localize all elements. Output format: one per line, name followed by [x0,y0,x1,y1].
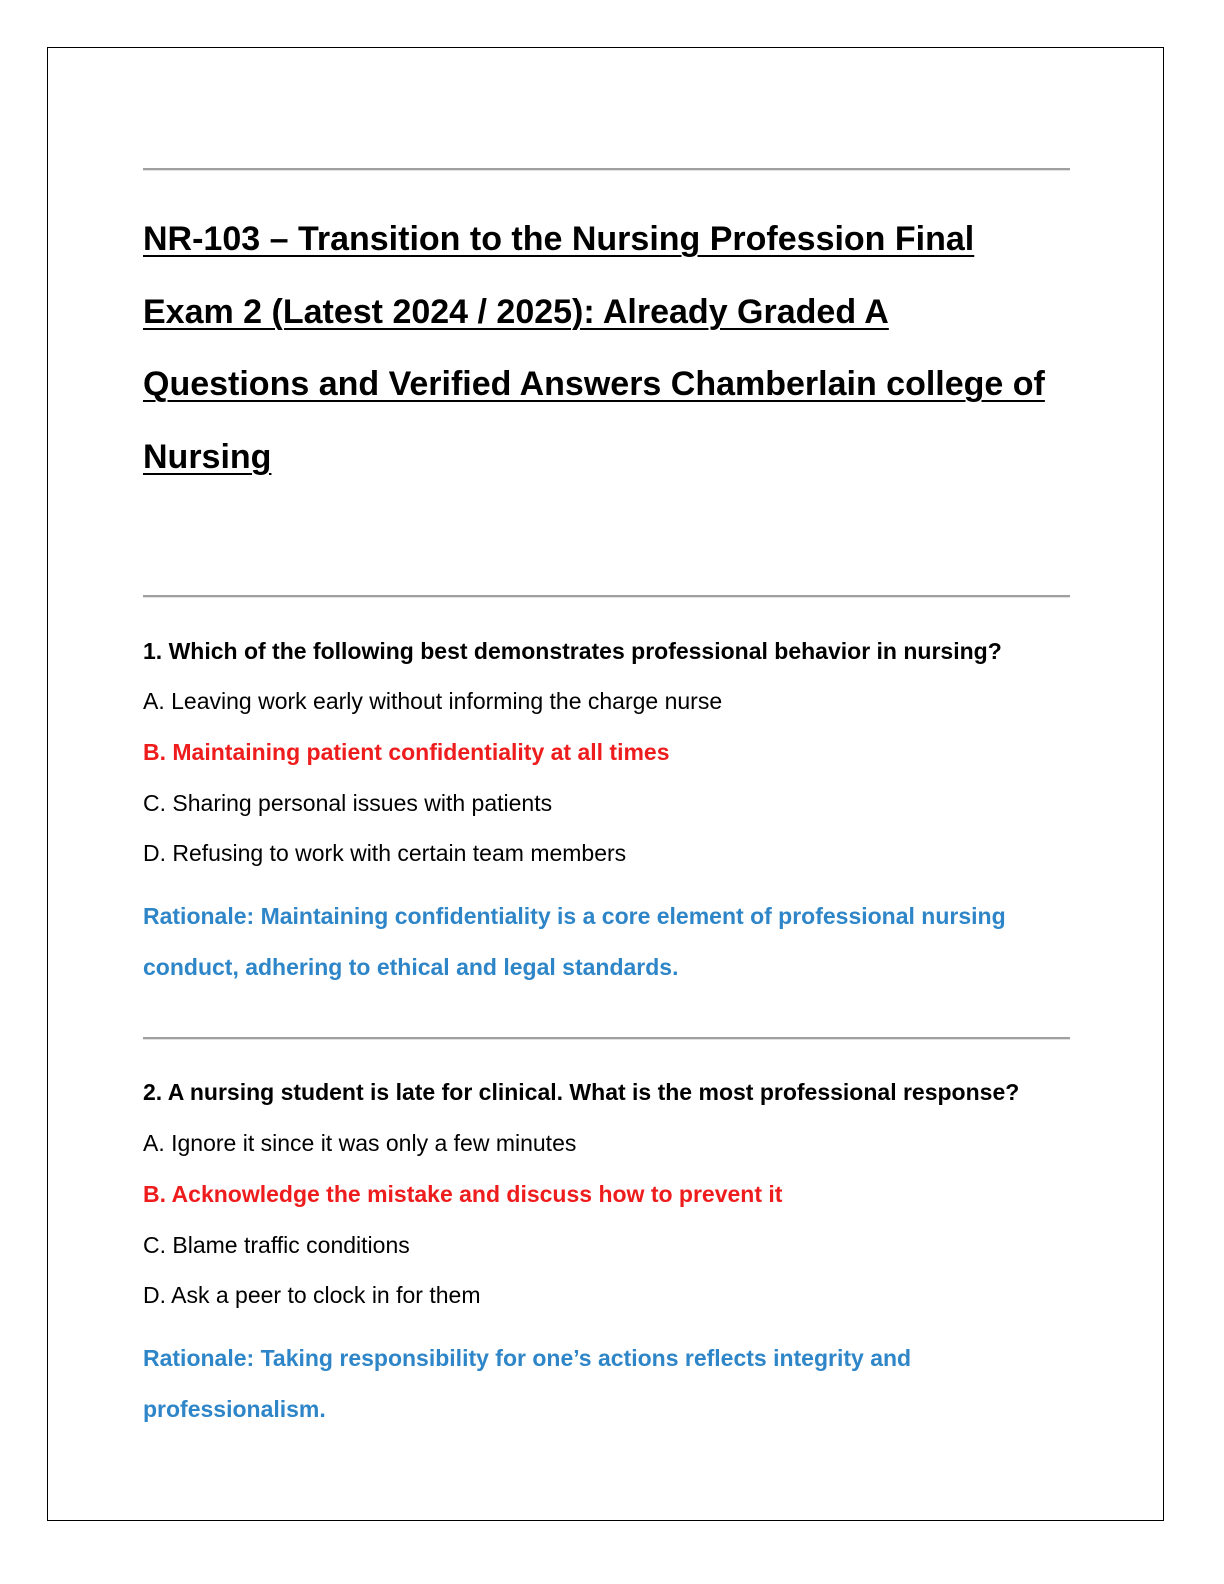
question-1-option-a: A. Leaving work early without informing the charge nurse [143,688,723,714]
question-1-option-b-correct: B. Maintaining patient confidentiality at all times [143,739,670,765]
document-title [143,203,1083,493]
question-1-option-c: C. Sharing personal issues with patients [143,790,553,816]
horizontal-rule-1 [143,595,1070,598]
question-2-option-c: C. Blame traffic conditions [143,1232,410,1258]
title-line-3: Questions and Verified Answers Chamberlain college of [143,365,1045,403]
question-2-rationale-line-1: Rationale: Taking responsibility for one’s actions reflects integrity and [143,1345,912,1371]
title-line-4: Nursing [143,437,272,476]
question-2-option-d: D. Ask a peer to clock in for them [143,1282,481,1308]
horizontal-rule-top [143,168,1070,171]
horizontal-rule-2 [143,1037,1070,1040]
title-line-1: NR-103 – Transition to the Nursing Profession Final [143,220,975,258]
question-1-option-d: D. Refusing to work with certain team members [143,840,627,866]
title-line-2: Exam 2 (Latest 2024 / 2025): Already Graded A [143,292,889,331]
question-1-text: 1. Which of the following best demonstrates professional behavior in nursing? [143,638,1002,664]
question-1-rationale-line-1: Rationale: Maintaining confidentiality is a core element of professional nursing [143,903,1006,929]
question-2-option-a: A. Ignore it since it was only a few minutes [143,1130,577,1156]
question-2-text: 2. A nursing student is late for clinical. What is the most professional response? [143,1079,1020,1105]
question-2-option-b-correct: B. Acknowledge the mistake and discuss how to prevent it [143,1181,783,1207]
question-2-rationale-line-2: professionalism. [143,1396,326,1422]
question-1-rationale-line-2: conduct, adhering to ethical and legal standards. [143,954,679,980]
